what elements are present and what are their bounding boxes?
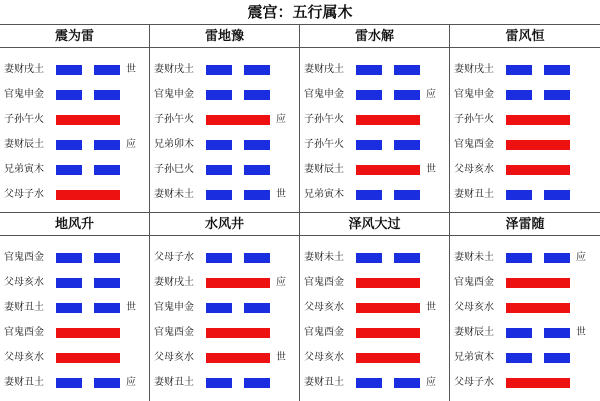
yao-mark: 应 [426,89,436,100]
yao-label: 父母亥水 [154,352,194,363]
yin-bar-right [394,90,420,100]
yao-line [0,59,150,81]
yao-line [150,272,300,294]
yao-line [150,372,300,394]
yin-bar-right [94,378,120,388]
yao-label: 子孙午火 [154,114,194,125]
yin-bar-left [206,303,232,313]
yao-label: 兄弟寅木 [454,352,494,363]
yao-mark: 应 [126,377,136,388]
hexagram-cell [150,25,300,213]
yao-label: 父母亥水 [304,302,344,313]
yin-bar-left [56,65,82,75]
yao-label: 官鬼申金 [154,302,194,313]
yin-bar-left [56,278,82,288]
yao-label: 兄弟寅木 [4,164,44,175]
yao-label: 妻财戌土 [304,64,344,75]
yang-bar [56,190,120,200]
yin-bar-right [544,253,570,263]
yao-line [450,134,600,156]
yao-line [450,247,600,269]
yao-line [0,347,150,369]
yao-label: 妻财丑土 [304,377,344,388]
yang-bar [506,165,570,175]
yang-bar [206,278,270,288]
yang-bar [506,140,570,150]
yao-line [0,184,150,206]
hexagram-name: 震为雷 [0,27,149,48]
yao-line [150,159,300,181]
yin-bar-right [394,253,420,263]
yao-label: 妻财丑土 [4,302,44,313]
yao-line [450,272,600,294]
yao-label: 官鬼酉金 [304,277,344,288]
yin-bar-right [94,140,120,150]
yao-label: 父母亥水 [454,164,494,175]
yin-bar-left [506,90,532,100]
hexagram-name: 雷水解 [300,27,449,48]
yin-bar-left [206,190,232,200]
yao-label: 子孙午火 [304,114,344,125]
yao-label: 子孙午火 [4,114,44,125]
yao-label: 妻财戌土 [454,64,494,75]
yao-line [300,84,450,106]
hexagram-cell [0,213,150,401]
yao-label: 兄弟卯木 [154,139,194,150]
yin-bar-right [394,190,420,200]
yao-label: 妻财辰土 [4,139,44,150]
hexagram-cell [300,213,450,401]
yao-line [0,84,150,106]
hexagram-cell [450,25,600,213]
yang-bar [356,303,420,313]
hexagram-name: 水风井 [150,215,299,236]
yao-label: 妻财丑土 [154,377,194,388]
yao-label: 妻财戌土 [154,277,194,288]
yang-bar [356,328,420,338]
yin-bar-right [94,303,120,313]
yao-label: 妻财戌土 [4,64,44,75]
yang-bar [356,115,420,125]
yin-bar-right [394,65,420,75]
yang-bar [506,115,570,125]
yang-bar [206,328,270,338]
yao-mark: 世 [576,327,586,338]
yao-label: 父母亥水 [4,277,44,288]
yao-label: 妻财未土 [304,252,344,263]
yao-label: 官鬼酉金 [4,252,44,263]
yao-mark: 世 [426,164,436,175]
yao-label: 官鬼申金 [154,89,194,100]
yao-mark: 应 [426,377,436,388]
yang-bar [56,115,120,125]
hexagram-grid [0,24,600,401]
yao-label: 父母子水 [4,189,44,200]
yin-bar-left [206,140,232,150]
yao-line [300,184,450,206]
yin-bar-left [206,65,232,75]
yao-line [0,159,150,181]
yao-mark: 应 [126,139,136,150]
yao-line [150,109,300,131]
page-title: 震宫：五行属木 [247,3,353,21]
yao-mark: 应 [576,252,586,263]
yin-bar-right [244,378,270,388]
hexagram-cell [0,25,150,213]
yao-line [300,372,450,394]
yao-line [300,247,450,269]
yao-line [300,159,450,181]
yao-label: 兄弟寅木 [304,189,344,200]
yao-line [150,247,300,269]
yao-line [300,59,450,81]
yao-label: 父母亥水 [454,302,494,313]
yin-bar-left [356,65,382,75]
yao-mark: 应 [276,114,286,125]
yao-line [0,134,150,156]
yao-label: 妻财辰土 [304,164,344,175]
yao-label: 父母亥水 [4,352,44,363]
yao-line [0,247,150,269]
yao-label: 子孙巳火 [154,164,194,175]
yao-line [450,84,600,106]
yin-bar-right [94,65,120,75]
yin-bar-left [506,65,532,75]
yao-line [300,272,450,294]
yao-line [300,322,450,344]
yao-line [150,184,300,206]
yin-bar-right [244,253,270,263]
yang-bar [356,165,420,175]
yao-mark: 世 [426,302,436,313]
yin-bar-left [56,378,82,388]
yao-label: 官鬼酉金 [154,327,194,338]
hexagram-cell [450,213,600,401]
yin-bar-right [94,253,120,263]
yao-line [450,297,600,319]
yao-line [450,347,600,369]
yin-bar-right [544,90,570,100]
yin-bar-left [56,253,82,263]
yao-line [150,322,300,344]
yin-bar-right [394,378,420,388]
yin-bar-left [56,165,82,175]
yao-line [450,322,600,344]
yao-label: 官鬼申金 [4,89,44,100]
yin-bar-left [356,378,382,388]
hexagram-cell [150,213,300,401]
yin-bar-left [206,90,232,100]
yin-bar-left [506,353,532,363]
yang-bar [56,353,120,363]
yang-bar [206,353,270,363]
yin-bar-right [94,90,120,100]
yao-label: 父母子水 [154,252,194,263]
hexagram-cell [300,25,450,213]
yin-bar-right [244,140,270,150]
hexagram-name: 雷风恒 [450,27,600,48]
yin-bar-right [244,65,270,75]
yao-line [0,297,150,319]
yao-mark: 世 [276,189,286,200]
yao-label: 妻财丑土 [4,377,44,388]
yao-label: 妻财戌土 [154,64,194,75]
yao-label: 官鬼酉金 [4,327,44,338]
yin-bar-left [206,378,232,388]
yin-bar-right [394,140,420,150]
yin-bar-right [244,190,270,200]
yao-label: 子孙午火 [304,139,344,150]
yin-bar-left [356,140,382,150]
yao-line [150,347,300,369]
yao-line [150,297,300,319]
yin-bar-right [94,278,120,288]
yao-label: 官鬼酉金 [304,327,344,338]
yin-bar-left [206,165,232,175]
yin-bar-left [356,253,382,263]
yao-line [300,347,450,369]
yao-line [450,59,600,81]
yao-label: 父母子水 [454,377,494,388]
hexagram-name: 雷地豫 [150,27,299,48]
yin-bar-right [244,165,270,175]
yao-label: 妻财辰土 [454,327,494,338]
yao-mark: 应 [276,277,286,288]
yin-bar-right [244,90,270,100]
hexagram-name: 地风升 [0,215,149,236]
yang-bar [506,303,570,313]
yang-bar [356,278,420,288]
yao-line [150,84,300,106]
yao-line [0,109,150,131]
yang-bar [506,278,570,288]
yao-label: 官鬼酉金 [454,139,494,150]
yao-line [300,297,450,319]
yin-bar-right [94,165,120,175]
yin-bar-right [544,353,570,363]
yin-bar-left [356,190,382,200]
yao-label: 官鬼申金 [304,89,344,100]
yin-bar-left [56,140,82,150]
yang-bar [356,353,420,363]
yin-bar-left [356,90,382,100]
yao-line [450,372,600,394]
yao-line [150,134,300,156]
yin-bar-left [506,253,532,263]
yao-mark: 世 [276,352,286,363]
yao-label: 妻财未土 [154,189,194,200]
yao-line [450,184,600,206]
yin-bar-left [206,253,232,263]
yao-label: 父母亥水 [304,352,344,363]
yao-line [450,159,600,181]
yin-bar-right [544,328,570,338]
hexagram-name: 泽风大过 [300,215,449,236]
yang-bar [56,328,120,338]
yao-label: 妻财丑土 [454,189,494,200]
yin-bar-left [56,90,82,100]
yin-bar-right [544,190,570,200]
yao-label: 官鬼申金 [454,89,494,100]
yao-line [450,109,600,131]
yin-bar-left [56,303,82,313]
yao-line [300,134,450,156]
yao-mark: 世 [126,302,136,313]
yao-mark: 世 [126,64,136,75]
yao-line [300,109,450,131]
yin-bar-left [506,328,532,338]
yang-bar [206,115,270,125]
yao-line [0,322,150,344]
yao-line [150,59,300,81]
yin-bar-right [244,303,270,313]
yao-label: 妻财未土 [454,252,494,263]
hexagram-name: 泽雷随 [450,215,600,236]
yin-bar-right [544,65,570,75]
yao-line [0,272,150,294]
yao-line [0,372,150,394]
yao-label: 官鬼酉金 [454,277,494,288]
yin-bar-left [506,190,532,200]
yang-bar [506,378,570,388]
yao-label: 子孙午火 [454,114,494,125]
